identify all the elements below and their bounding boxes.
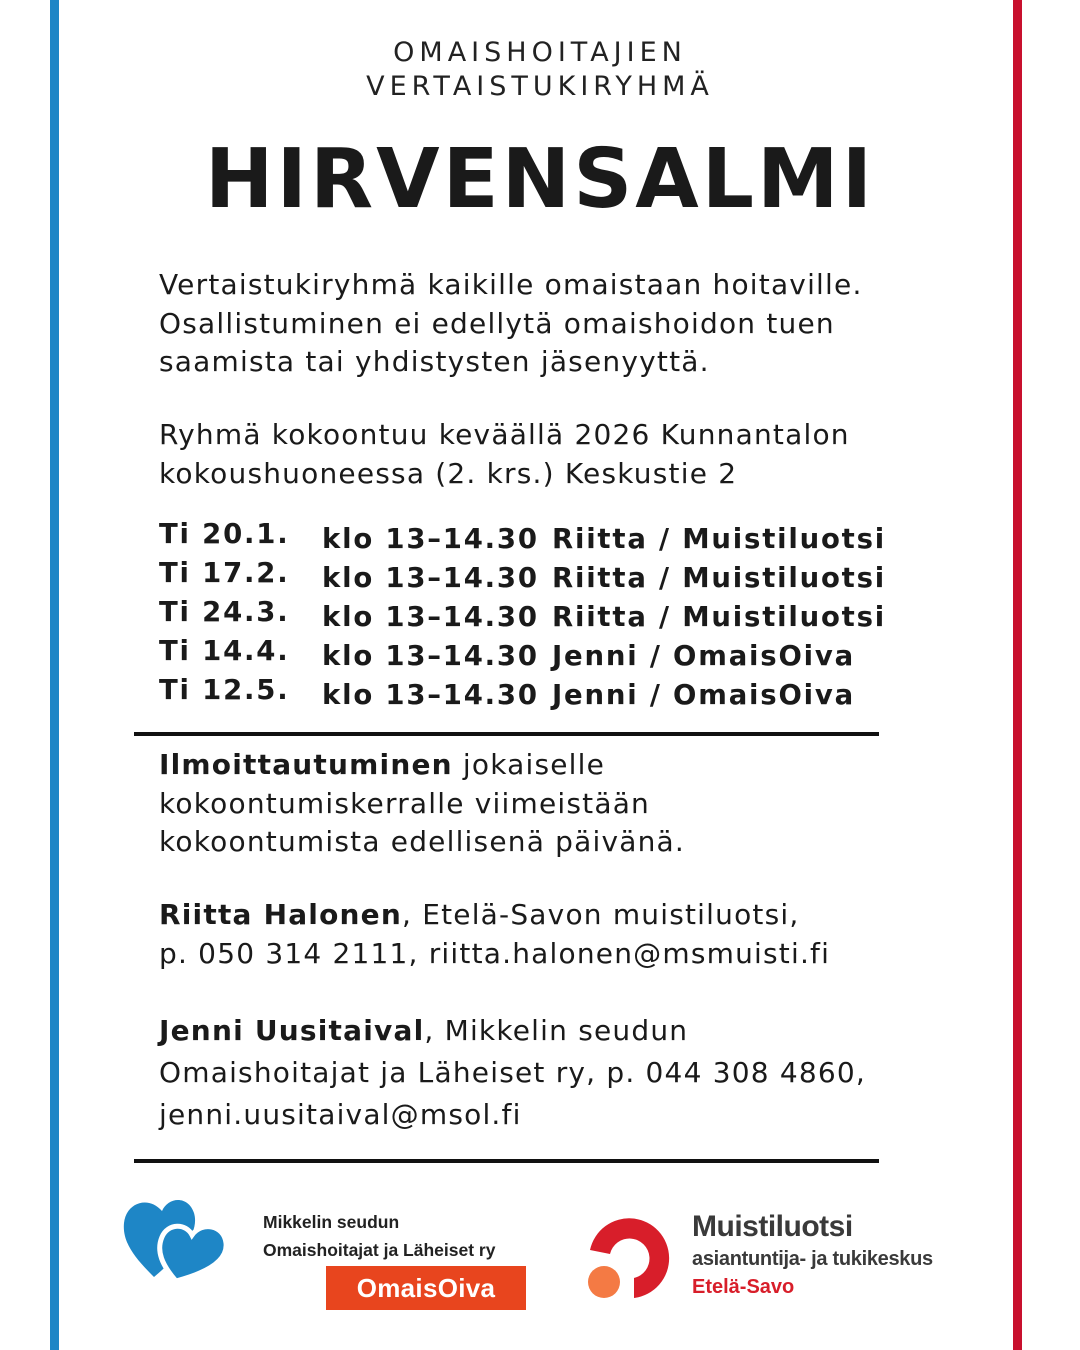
- contact-jenni-name: Jenni Uusitaival: [159, 1014, 425, 1047]
- registration-rest: jokaiselle: [452, 748, 606, 781]
- org-name-line-2: Omaishoitajat ja Läheiset ry: [263, 1240, 496, 1260]
- divider-top: [134, 732, 879, 736]
- schedule-time: klo 13–14.30: [322, 523, 539, 555]
- location-line-1: Ryhmä kokoontuu keväällä 2026 Kunnantalon: [159, 418, 850, 451]
- registration-bold: Ilmoittautuminen: [159, 748, 453, 781]
- intro-line-3: saamista tai yhdistysten jäsenyyttä.: [159, 345, 710, 378]
- muistiluotsi-subtitle: asiantuntija- ja tukikeskus: [692, 1248, 933, 1270]
- contact-riitta-details: p. 050 314 2111, riitta.halonen@msmuisti.fi: [159, 936, 831, 970]
- org-name: [263, 1208, 495, 1264]
- schedule-row: [159, 674, 959, 713]
- registration-line-3: kokoontumista edellisenä päivänä.: [159, 825, 686, 858]
- schedule-host: Riitta / Muistiluotsi: [552, 562, 887, 594]
- contact-riitta: [159, 896, 979, 973]
- schedule-time: klo 13–14.30: [322, 562, 539, 594]
- contact-riitta-name: Riitta Halonen: [159, 898, 402, 931]
- contact-riitta-line-1: [159, 896, 979, 935]
- page-title: HIRVENSALMI: [204, 132, 876, 227]
- kicker-line-1: OMAISHOITAJIEN: [393, 37, 687, 68]
- schedule-date: Ti 20.1.: [159, 518, 290, 550]
- schedule-time: klo 13–14.30: [322, 601, 539, 633]
- schedule-host: Riitta / Muistiluotsi: [552, 601, 887, 633]
- schedule-list: [159, 518, 959, 713]
- contact-riitta-role: , Etelä-Savon muistiluotsi,: [402, 898, 800, 931]
- kicker-line-2: VERTAISTUKIRYHMÄ: [366, 71, 714, 102]
- schedule-date: Ti 12.5.: [159, 674, 290, 706]
- schedule-host: Riitta / Muistiluotsi: [552, 523, 887, 555]
- location-line-2: kokoushuoneessa (2. krs.) Keskustie 2: [159, 456, 738, 490]
- muistiluotsi-title: Muistiluotsi: [692, 1210, 853, 1243]
- schedule-row: [159, 557, 959, 596]
- location-paragraph: [159, 416, 979, 493]
- hearts-logo-icon: [118, 1185, 248, 1285]
- muistiluotsi-region: Etelä-Savo: [692, 1276, 795, 1298]
- schedule-date: Ti 17.2.: [159, 557, 290, 589]
- schedule-row: [159, 596, 959, 635]
- schedule-time: klo 13–14.30: [322, 640, 539, 672]
- registration-line-1: [159, 746, 979, 785]
- intro-line-2: Osallistuminen ei edellytä omaishoidon tuen: [159, 306, 835, 340]
- schedule-host: Jenni / OmaisOiva: [552, 679, 855, 711]
- org-name-line-1: Mikkelin seudun: [263, 1212, 400, 1232]
- omaisoiva-badge: OmaisOiva: [326, 1266, 526, 1310]
- schedule-host: Jenni / OmaisOiva: [552, 640, 855, 672]
- kicker: [0, 36, 1080, 104]
- divider-bottom: [134, 1159, 879, 1163]
- schedule-row: [159, 518, 959, 557]
- schedule-time: klo 13–14.30: [322, 679, 539, 711]
- schedule-row: [159, 635, 959, 674]
- registration-line-2: kokoontumiskerralle viimeistään: [159, 786, 650, 820]
- contact-jenni-role: , Mikkelin seudun: [424, 1014, 689, 1047]
- schedule-date: Ti 14.4.: [159, 635, 290, 667]
- registration-paragraph: [159, 746, 979, 862]
- intro-paragraph: [159, 266, 979, 382]
- intro-line-1: Vertaistukiryhmä kaikille omaistaan hoitaville.: [159, 268, 863, 301]
- contact-jenni-line-2: Omaishoitajat ja Läheiset ry, p. 044 308 4860,: [159, 1056, 866, 1089]
- contact-jenni-email: jenni.uusitaival@msol.fi: [159, 1098, 522, 1131]
- schedule-date: Ti 24.3.: [159, 596, 290, 628]
- muistiluotsi-logo-icon: [582, 1210, 678, 1306]
- contact-jenni: [159, 1010, 979, 1136]
- contact-jenni-line-1: [159, 1010, 979, 1052]
